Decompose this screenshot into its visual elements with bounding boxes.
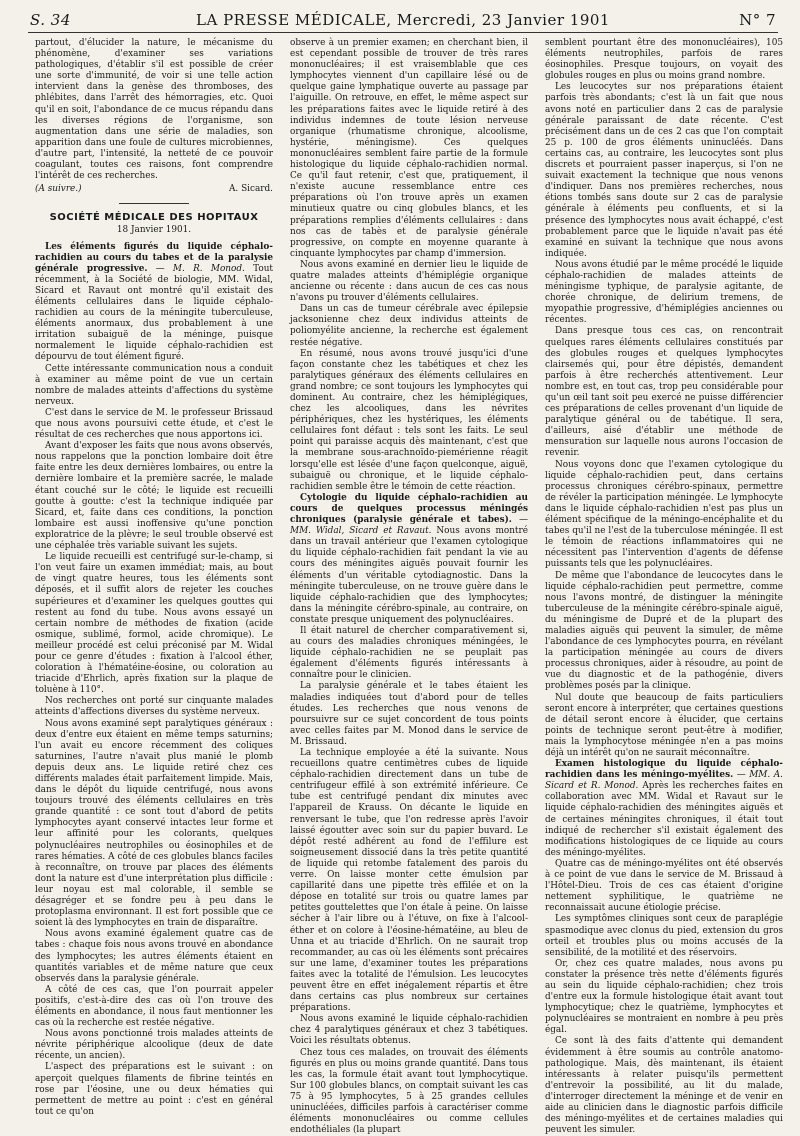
article-author: — MM. Widal, Sicard et Ravaut.: [290, 515, 528, 537]
paragraph: Nous avons examiné en dernier lieu le liquide de quatre malades atteints d'hémiplégie organique ancienne ou récente : dans aucun de ces cas nous n'avons pu trouver d'éléments cellulaires.: [290, 259, 528, 304]
paragraph: Cette intéressante communication nous a conduit à examiner au même point de vue un certain nombre de malades atteints d'affections du système nerveux.: [35, 363, 273, 407]
issue-number: N° 7: [739, 11, 776, 29]
paragraph: A côté de ces cas, que l'on pourrait appeler positifs, c'est-à-dire des cas où l'on trouve des éléments en abondance, il nous faut mentionner les cas où la recherche est restée négative.: [35, 984, 273, 1029]
paragraph: Nous avons examiné également quatre cas de tabes : chaque fois nous avons trouvé en abondance des lymphocytes; les autres éléments étaient en quantités variables et de même nature que ceux observés dans la paralysie générale.: [35, 929, 273, 984]
page-header: [28, 6, 778, 33]
column-2: [290, 38, 528, 1136]
paragraph: C'est dans le service de M. le professeur Brissaud que nous avons poursuivi cette étude, et c'est le résultat de ces recherches que nous apportons ici.: [35, 407, 273, 441]
paragraph: Nos recherches ont porté sur cinquante malades atteints d'affections diverses du système nerveux.: [35, 696, 273, 718]
column-3: [545, 38, 783, 1136]
article-title: Cytologie du liquide céphalo-rachidien au cours de quelques processus méningés chroniques (paralysie générale et tabes).: [290, 492, 528, 526]
paragraph: Quatre cas de méningo-myélites ont été observés à ce point de vue dans le service de M. Brissaud à l'Hôtel-Dieu. Trois de ces cas étaient d'origine nettement syphilitique, le quatrième ne reconnaissait aucune étiologie précise.: [545, 858, 783, 914]
signature-line: [35, 184, 273, 195]
section-date: 18 Janvier 1901.: [116, 225, 192, 236]
article-author: — M. R. Monod.: [155, 263, 245, 274]
paragraph: Nous voyons donc que l'examen cytologique du liquide céphalo-rachidien peut, dans certains processus chroniques cérébro-spinaux, permettre de révéler la participation méningée. Le lymphocyte dans le liquide céphalo-rachidien n'est pas plus un élément spécifique de la méningo-encéphalite et du tabes qu'il ne l'est de la tuberculose méningée. Il est le témoin de réactions inflammatoires qui ne nécessitent pas l'intervention d'agents de défense puissants tels que les polynucléaires.: [545, 459, 783, 570]
paragraph: Chez tous ces malades, on trouvait des éléments figurés en plus ou moins grande quantité. Dans tous les cas, la formule était avant tout lymphocytique. Sur 100 globules blancs, on comptait suivant les cas 75 à 95 lymphocytes, 5 à 25 grandes cellules uninucléées, difficiles parfois à caractériser comme éléments mononucléaires ou comme cellules endothéliales (la plupart: [290, 1047, 528, 1136]
paragraph: Nous avons examiné sept paralytiques généraux : deux d'entre eux étaient en même temps saturnins; l'un avait eu encore récemment des coliques saturnines, l'autre n'avait plus manié le plomb depuis deux ans. Le liquide retiré chez ces différents malades était parfaitement limpide. Mais, dans le dépôt du liquide centrifugé, nous avons toujours trouvé des éléments cellulaires en très grande quantité : ce sont tout d'abord de petits lymphocytes ayant conservé intactes leur forme et leur affinité pour les colorants, quelques polynucléaires neutrophiles ou éosinophiles et de rares hématies. A côté de ces globules blancs faciles à reconnaître, on trouve par places des éléments dont la nature est d'une interprétation plus difficile : leur noyau est mal colorable, il semble se désagréger et se fondre peu à peu dans le protoplasma environnant. Il est fort possible que ce soient là des lymphocytes en train de disparaître.: [35, 718, 273, 929]
paragraph: Il était naturel de chercher comparativement si, au cours des maladies chroniques méningées, le liquide céphalo-rachidien ne se peuplait pas également d'éléments figurés intéressants à connaître pour le clinicien.: [290, 625, 528, 681]
paragraph: La technique employée a été la suivante. Nous recueillons quatre centimètres cubes de liquide céphalo-rachidien directement dans un tube de centrifugeur effilé à son extrémité inférieure. Ce tube est centrifugé pendant dix minutes avec l'appareil de Krauss. On décante le liquide en renversant le tube, que l'on redresse après l'avoir laissé égoutter avec soin sur du papier buvard. Le dépôt resté adhérent au fond de l'effilure est soigneusement dissocié dans la très petite quantité de liquide qui retombe fatalement des parois du verre. On laisse monter cette émulsion par capillarité dans une pipette très effilée et on la dépose en totalité sur trois ou quatre lames par petites gouttelettes que l'on étale à peine. On laisse sécher à l'air libre ou à l'étuve, on fixe à l'alcool-éther et on colore à l'éosine-hématéine, au bleu de Unna et au triacide d'Ehrlich. On ne saurait trop recommander, au cas où les éléments sont précaires sur une lame, d'examiner toutes les préparations faites avec la totalité de l'émulsion. Les leucocytes peuvent être en effet inégalement répartis et être dans certains cas plus nombreux sur certaines préparations.: [290, 748, 528, 1014]
paragraph: Nous avons ponctionné trois malades atteints de névrite périphérique alcoolique (deux de date récente, un ancien).: [35, 1029, 273, 1062]
article-text: Nous avons montré dans un travail antérieur que l'examen cytologique du liquide céphalo-rachidien fait pendant la vie au cours des méningites aiguës pouvait fournir les éléments d'un véritable cytodiagnostic. Dans la méningite tuberculeuse, on ne trouve guère dans le liquide céphalo-rachidien que des lymphocytes; dans la méningite cérébro-spinale, au contraire, on constate presque uniquement des polynucléaires.: [290, 526, 528, 625]
paragraph: En résumé, nous avons trouvé jusqu'ici d'une façon constante chez les tabétiques et chez les paralytiques généraux des éléments cellulaires en grand nombre; ce sont toujours les lymphocytes qui dominent. Au contraire, chez les hémiplégiques, chez les alcooliques, dans les névrites périphériques, chez les hystériques, les éléments cellulaires font défaut : tels sont les faits. Le seul point qui paraisse acquis dès maintenant, c'est que la membrane sous-arachnoïdo-piemérienne réagit lorsqu'elle est lésée d'une façon quelconque, aiguë, subaiguë ou chronique, et le liquide céphalo-rachidien semble être le témoin de cette réaction.: [290, 348, 528, 492]
article-paragraph: [35, 242, 273, 364]
journal-title: LA PRESSE MÉDICALE, Mercredi, 23 Janvier 1901: [196, 11, 610, 29]
paragraph: Dans un cas de tumeur cérébrale avec épilepsie jacksonienne chez deux individus atteints de poliomyélite ancienne, la recherche est également restée négative.: [290, 304, 528, 348]
author-signature: A. Sicard.: [229, 184, 273, 195]
paragraph: partout, d'élucider la nature, le mécanisme du phénomène, d'examiner ses variations pathologiques, d'établir s'il est possible de créer une sorte d'immunité, de voir si une telle action intervient dans la genèse des thromboses, des phlébites, dans l'arrêt des hémorragies, etc. Quoi qu'il en soit, l'abondance de ce mucus répandu dans les diverses régions de l'organisme, son augmentation dans une série de maladies, son apparition dans une foule de cultures microbiennes, d'autre part, l'intensité, la netteté de ce pouvoir coagulant, toutes ces raisons, font comprendre l'intérêt de ces recherches.: [35, 38, 273, 182]
page-number: S. 34: [30, 11, 71, 29]
article-text: Après les recherches faites en collaboration avec MM. Widal et Ravaut sur le liquide céphalo-rachidien des méningites aiguës et de certaines méningites chroniques, il était tout indiqué de rechercher s'il existait également des modifications histologiques de ce liquide au cours des méningo-myélites.: [545, 781, 783, 858]
paragraph: Nul doute que beaucoup de faits particuliers seront encore à interpréter, que certaines questions de détail seront encore à élucider, que certains points de technique seront peut-être à modifier, mais la lymphocytose méningée n'en a pas moins déjà un intérêt qu'on ne saurait méconnaître.: [545, 692, 783, 758]
paragraph: Avant d'exposer les faits que nous avons observés, nous rappelons que la ponction lombaire doit être faite entre les deux dernières lombaires, ou entre la dernière lombaire et la première sacrée, le malade étant couché sur le côté; le liquide est recueilli goutte à goutte: c'est la technique indiquée par Sicard, et, faite dans ces conditions, la ponction lombaire est aussi inoffensive qu'une ponction exploratrice de la plèvre; le seul trouble observé est une céphalée très variable suivant les sujets.: [35, 441, 273, 552]
article-title: Les éléments figurés du liquide céphalo-rachidien au cours du tabes et de la paralysie générale progressive.: [35, 241, 273, 274]
article-title: Examen histologique du liquide céphalo-rachidien dans les méningo-myélites.: [545, 759, 783, 781]
paragraph: Nous avons étudié par le même procédé le liquide céphalo-rachidien de malades atteints de méningisme typhique, de paralysie agitante, de chorée chronique, de delirium tremens, de myopathie progressive, d'hémiplégies anciennes ou récentes.: [545, 259, 783, 326]
paragraph: Nous avons examiné le liquide céphalo-rachidien chez 4 paralytiques généraux et chez 3 tabétiques. Voici les résultats obtenus.: [290, 1014, 528, 1047]
article-text: Tout récemment, à la Société de biologie, MM. Widal, Sicard et Ravaut ont montré qu'il existait des éléments cellulaires dans le liquide céphalo-rachidien au cours de la méningite tuberculeuse, éléments anormaux, dus probablement à une irritation subaiguë de la méninge, puisque normalement le liquide céphalo-rachidien est dépourvu de tout élément figuré.: [35, 263, 273, 363]
section-title: SOCIÉTÉ MÉDICALE DES HOPITAUX: [49, 212, 259, 224]
paragraph: Le liquide recueilli est centrifugé sur-le-champ, si l'on veut faire un examen immédiat; mais, au bout de vingt quatre heures, tous les éléments sont déposés, et il suffit alors de rejeter les couches supérieures et d'examiner les quelques gouttes qui restent au fond du tube. Nous avons essayé un certain nombre de méthodes de fixation (acide osmique, sublimé, formol, acide chromique). Le meilleur procédé est celui préconisé par M. Widal pour ce genre d'études : fixation à l'alcool éther, coloration à l'hématéine-éosine, ou coloration au triacide d'Ehrlich, après fixation sur la plaque de toluène à 110°.: [35, 552, 273, 696]
article-paragraph: [545, 759, 783, 859]
paragraph: Les leucocytes sur nos préparations étaient parfois très abondants; c'est là un fait que nous avons noté en particulier dans 2 cas de paralysie générale paraissant de date récente. C'est précisément dans un de ces 2 cas que l'on comptait 25 p. 100 de gros éléments uninucléés. Dans certains cas, au contraire, les leucocytes sont plus discrets et pourraient passer inaperçus, si l'on ne suivait exactement la technique que nous venons d'indiquer. Dans nos premières recherches, nous étions tombés sans doute sur 2 cas de paralysie générale à éléments peu confluents, et si la présence des lymphocytes nous avait échappé, c'est probablement parce que le liquide n'avait pas été examiné en suivant la technique que nous avons indiquée.: [545, 82, 783, 259]
to-be-continued: (A suivre.): [35, 184, 82, 195]
paragraph: L'aspect des préparations est le suivant : on aperçoit quelques filaments de fibrine teintés en rose par l'éosine, une ou deux hématies qui permettent de mettre au point : c'est en général tout ce qu'on: [35, 1062, 273, 1117]
paragraph: Les symptômes cliniques sont ceux de paraplégie spasmodique avec clonus du pied, extension du gros orteil et troubles plus ou moins accusés de la sensibilité, de la motilité et des réservoirs.: [545, 914, 783, 958]
paragraph: observe à un premier examen; en cherchant bien, il est cependant possible de trouver de très rares mononucléaires; il est vraisemblable que ces lymphocytes viennent d'un capillaire lésé ou de quelque gaine lymphatique ouverte au passage par l'aiguille. On retrouve, en effet, le même aspect sur les préparations faites avec le liquide retiré à des individus indemnes de toute lésion nerveuse organique (rhumatisme chronique, alcoolisme, hystérie, méningisme). Ces quelques mononucléaires semblent faire partie de la formule histologique du liquide céphalo-rachidien normal. Ce qu'il faut retenir, c'est que, pratiquement, il n'existe aucune ressemblance entre ces préparations où l'on trouve après un examen minutieux quatre ou cinq globules blancs, et les préparations remplies d'éléments cellulaires : dans nos cas de tabès et de paralysie générale progressive, on compte en moyenne quarante à cinquante lymphocytes par champ d'immersion.: [290, 38, 528, 259]
paragraph: Or, chez ces quatre malades, nous avons pu constater la présence très nette d'éléments figurés au sein du liquide céphalo-rachidien; chez trois d'entre eux la formule histologique était avant tout lymphocytique; chez le quatrième, lymphocytes et polynucléaires se montraient en nombre à peu près égal.: [545, 958, 783, 1036]
column-1: [35, 38, 273, 1117]
paragraph: La paralysie générale et le tabes étaient les maladies indiquées tout d'abord pour de telles études. Les recherches que nous venons de poursuivre sur ce sujet concordent de tous points avec celles faites par M. Monod dans le service de M. Brissaud.: [290, 681, 528, 747]
article-paragraph: [290, 493, 528, 626]
article-author: — MM. A. Sicard et R. Monod.: [545, 770, 783, 792]
paragraph: De même que l'abondance de leucocytes dans le liquide céphalo-rachidien peut permettre, comme nous l'avons montré, de distinguer la méningite tuberculeuse de la méningite cérébro-spinale aiguë, du méningisme de Dupré et de la plupart des maladies aiguës qui peuvent la simuler, de même l'abondance de ces lymphocytes pourra, en révélant la participation méningée au cours de divers processus chroniques, aider à résoudre, au point de vue du diagnostic et de la pathogénie, divers problèmes posés par la clinique.: [545, 570, 783, 692]
separator-rule: [119, 203, 189, 204]
paragraph: Dans presque tous ces cas, on rencontrait quelques rares éléments cellulaires constitués par des globules rouges et quelques lymphocytes clairsemés qui, pour être dépistés, demandent parfois à être recherchés attentivement. Leur nombre est, en tout cas, trop peu considérable pour qu'un œil tant soit peu exercé ne puisse différencier ces préparations de celles provenant d'un liquide de paralytique général ou de tabétique. Il sera, d'ailleurs, aisé d'établir une méthode de mensuration sur laquelle nous aurons l'occasion de revenir.: [545, 326, 783, 459]
paragraph: Ce sont là des faits d'attente qui demandent évidemment à être soumis au contrôle anatomo-pathologique. Mais, dès maintenant, ils étaient intéressants à relater puisqu'ils permettent d'entrevoir la possibilité, au lit du malade, d'interroger directement la méninge et de venir en aide au clinicien dans le diagnostic parfois difficile des méningo-myélites et de certaines maladies qui peuvent les simuler.: [545, 1036, 783, 1136]
paragraph: semblent pourtant être des mononucléaires), 105 éléments neutrophiles, parfois de rares éosinophiles. Presque toujours, on voyait des globules rouges en plus ou moins grand nombre.: [545, 38, 783, 82]
